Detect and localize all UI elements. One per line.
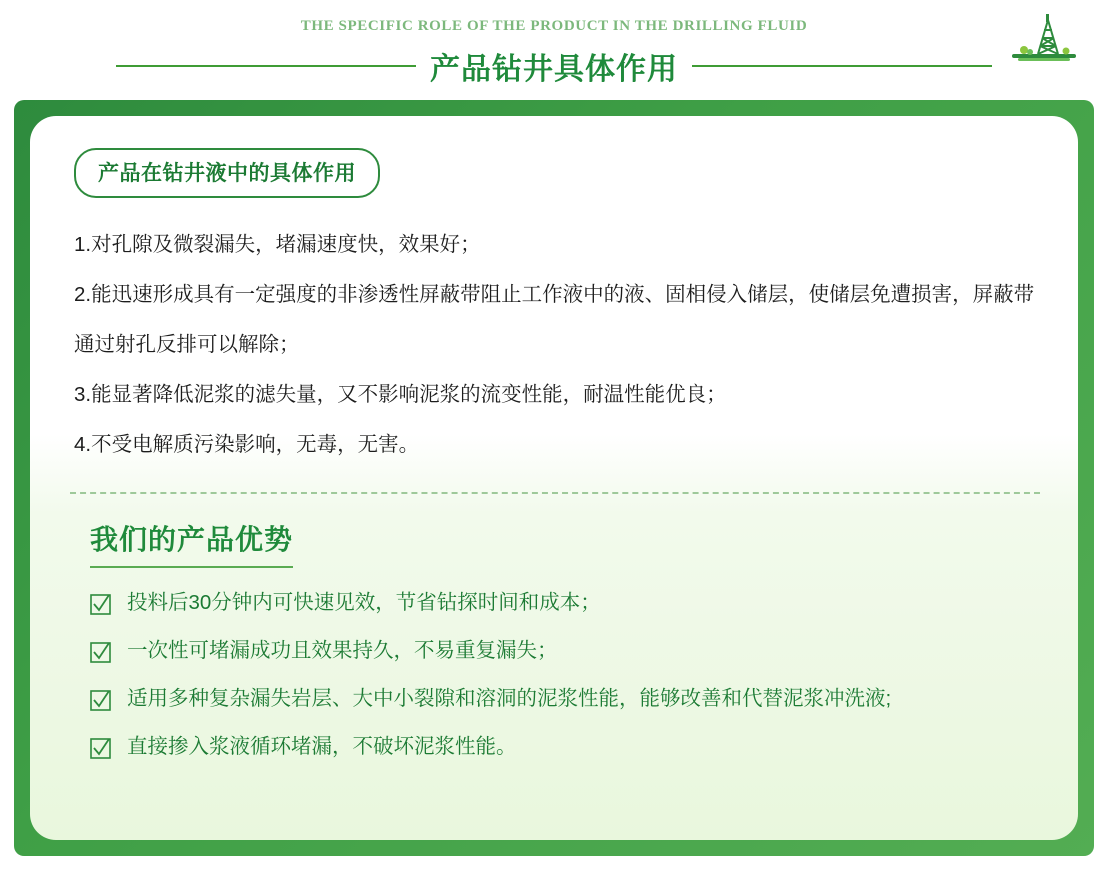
header-rule-left xyxy=(116,65,416,67)
roles-point: 2.能迅速形成具有一定强度的非渗透性屏蔽带阻止工作液中的液、固相侵入储层，使储层免遭损害，屏蔽带通过射孔反排可以解除； xyxy=(74,283,1035,356)
green-frame xyxy=(14,100,1094,856)
header-rule-right xyxy=(692,65,992,67)
section-advantages-title: 我们的产品优势 xyxy=(90,518,293,568)
list-item xyxy=(90,734,1044,760)
page-title: 产品钻井具体作用 xyxy=(430,53,678,86)
header-title-row xyxy=(0,44,1108,88)
header-eyebrow: THE SPECIFIC ROLE OF THE PRODUCT IN THE DRILLING FLUID xyxy=(300,18,808,34)
list-item-label: 投料后30分钟内可快速见效，节省钻探时间和成本； xyxy=(127,591,601,614)
list-item-label: 适用多种复杂漏失岩层、大中小裂隙和溶洞的泥浆性能，能够改善和代替泥浆冲洗液; xyxy=(127,687,892,710)
list-item-label: 直接掺入浆液循环堵漏，不破坏泥浆性能。 xyxy=(127,735,517,758)
list-item xyxy=(90,686,1044,712)
roles-point: 4.不受电解质污染影响，无毒，无害。 xyxy=(74,433,420,456)
list-item-label: 一次性可堵漏成功且效果持久，不易重复漏失； xyxy=(127,639,558,662)
roles-point: 3.能显著降低泥浆的滤失量，又不影响泥浆的流变性能，耐温性能优良； xyxy=(74,383,727,406)
roles-point: 1.对孔隙及微裂漏失，堵漏速度快，效果好； xyxy=(74,233,481,256)
checkbox-check-icon xyxy=(90,594,111,615)
advantages-list xyxy=(90,590,1044,760)
list-item xyxy=(90,590,1044,616)
content-card xyxy=(30,116,1078,840)
roles-point-list xyxy=(74,220,1038,470)
checkbox-check-icon xyxy=(90,690,111,711)
section-roles-pill: 产品在钻井液中的具体作用 xyxy=(74,148,380,198)
list-item xyxy=(90,638,1044,664)
oil-derrick-icon xyxy=(1008,10,1082,70)
checkbox-check-icon xyxy=(90,642,111,663)
page-header xyxy=(0,0,1108,96)
checkbox-check-icon xyxy=(90,738,111,759)
